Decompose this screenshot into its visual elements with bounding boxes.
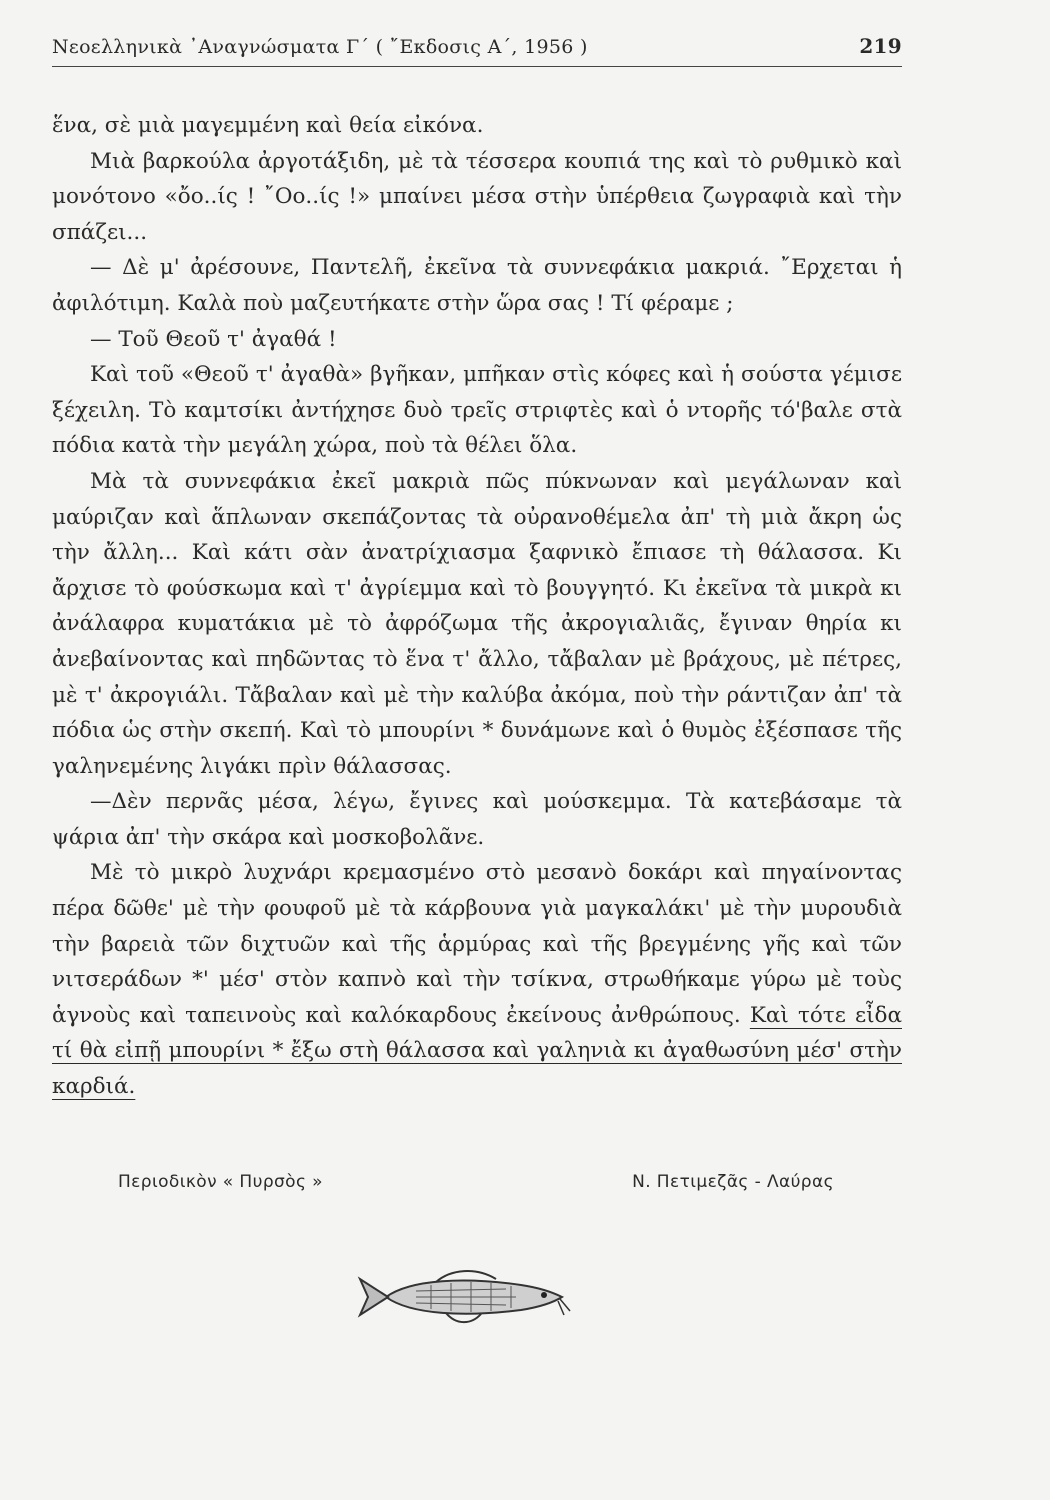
fish-tail <box>360 1279 388 1315</box>
body-text <box>52 108 902 1105</box>
page-number: 219 <box>859 34 902 58</box>
paragraph: Καὶ τοῦ «Θεοῦ τ' ἀγαθὰ» βγῆκαν, μπῆκαν στὶς κόφες καὶ ἡ σούστα γέμισε ξέχειλη. Τὸ καμτσίκι ἀντήχησε δυὸ τρεῖς στριφτὲς καὶ ὁ ντορῆς τό'βαλε στὰ πόδια κατὰ τὴν μεγάλη χώρα, ποὺ τὰ θέλει ὅλα. <box>52 362 902 459</box>
running-title: Νεοελληνικὰ ᾿Αναγνώσματα Γ΄ ( ῎Εκδοσις Α΄, 1956 ) <box>52 36 588 58</box>
closing-sentence: Καὶ τότε εἶδα τί θὰ εἰπῇ μπουρίνι * ἔξω στὴ θάλασσα καὶ γαληνιὰ κι ἀγαθωσύνη μέσ' στὴν καρδιά. <box>52 1002 902 1100</box>
author-credit: Ν. Πετιμεζᾶς - Λαύρας <box>632 1172 834 1192</box>
paragraph: Μιὰ βαρκούλα ἀργοτάξιδη, μὲ τὰ τέσσερα κουπιά της καὶ τὸ ρυθμικὸ καὶ μονότονο «ὄο..ίς ! ῎Οο..ίς !» μπαίνει μέσα στὴν ὑπέρθεια ζωγραφιὰ καὶ τὴν σπάζει... <box>52 148 902 245</box>
dialogue-line: —Δὲν περνᾶς μέσα, λέγω, ἔγινες καὶ μούσκεμμα. Τὰ κατεβάσαμε τὰ ψάρια ἀπ' τὴν σκάρα καὶ μοσκοβολᾶνε. <box>52 789 902 850</box>
paragraph-text: Μὲ τὸ μικρὸ λυχνάρι κρεμασμένο στὸ μεσανὸ δοκάρι καὶ πηγαίνοντας πέρα δῶθε' μὲ τὴν φουφοῦ μὲ τὰ κάρβουνα γιὰ μαγκαλάκι' μὲ τὴν μυρουδιὰ τὴν βαρειὰ τῶν διχτυῶν καὶ τῆς ἁρμύρας καὶ τῆς βρεγμένης γῆς καὶ τῶν νιτσεράδων *' μέσ' στὸν καπνὸ καὶ τὴν τσίκνα, στρωθήκαμε γύρω μὲ τοὺς ἁγνοὺς καὶ ταπεινοὺς καὶ καλόκαρδους ἐκείνους ἀνθρώπους. <box>52 860 902 1028</box>
dialogue-line: — Τοῦ Θεοῦ τ' ἀγαθά ! <box>90 326 337 352</box>
fish-barbels <box>558 1299 570 1315</box>
paragraph: Μὰ τὰ συννεφάκια ἐκεῖ μακριὰ πῶς πύκνωναν καὶ μεγάλωναν καὶ μαύριζαν καὶ ἅπλωναν σκεπάζοντας τὰ οὐρανοθέμελα ἀπ' τὴ μιὰ ἄκρη ὡς τὴν ἄλλη... Καὶ κάτι σὰν ἀνατρίχιασμα ξαφνικὸ ἔπιασε τὴ θάλασσα. Κι ἄρχισε τὸ φούσκωμα καὶ τ' ἀγρίεμμα καὶ τὸ βουγγητό. Κι ἐκεῖνα τὰ μικρὰ κι ἀνάλαφρα κυματάκια μὲ τὸ ἀφρόζωμα τῆς ἀκρογιαλιᾶς, ἔγιναν θηρία κι ἀνεβαίνοντας καὶ πηδῶντας τὸ ἕνα τ' ἄλλο, τἄβαλαν μὲ βράχους, μὲ πέτρες, μὲ τ' ἀκρογιάλι. Τἄβαλαν καὶ μὲ τὴν καλύβα ἀκόμα, ποὺ τὴν ράντιζαν ἀπ' τὰ πόδια ὡς στὴν σκεπή. Καὶ τὸ μπουρίνι * δυνάμωνε καὶ ὁ θυμὸς ἐξέσπασε τῆς γαληνεμένης λιγάκι πρὶν θάλασσας. <box>52 468 902 779</box>
source-credit: Περιοδικὸν « Πυρσὸς » <box>118 1172 323 1192</box>
paragraph <box>52 855 902 1104</box>
paragraph: ἕνα, σὲ μιὰ μαγεμμένη καὶ θεία εἰκόνα. <box>52 113 484 138</box>
fish-eye <box>541 1292 547 1298</box>
attribution <box>118 1172 834 1192</box>
dialogue-line: — Δὲ μ' ἀρέσουνε, Παντελῆ, ἐκεῖνα τὰ συννεφάκια μακριά. ῎Ερχεται ἡ ἀφιλότιμη. Καλὰ ποὺ μαζευτήκατε στὴν ὥρα σας ! Τί φέραμε ; <box>52 255 902 316</box>
running-header <box>52 34 902 67</box>
fish-vignette-icon <box>356 1255 574 1337</box>
